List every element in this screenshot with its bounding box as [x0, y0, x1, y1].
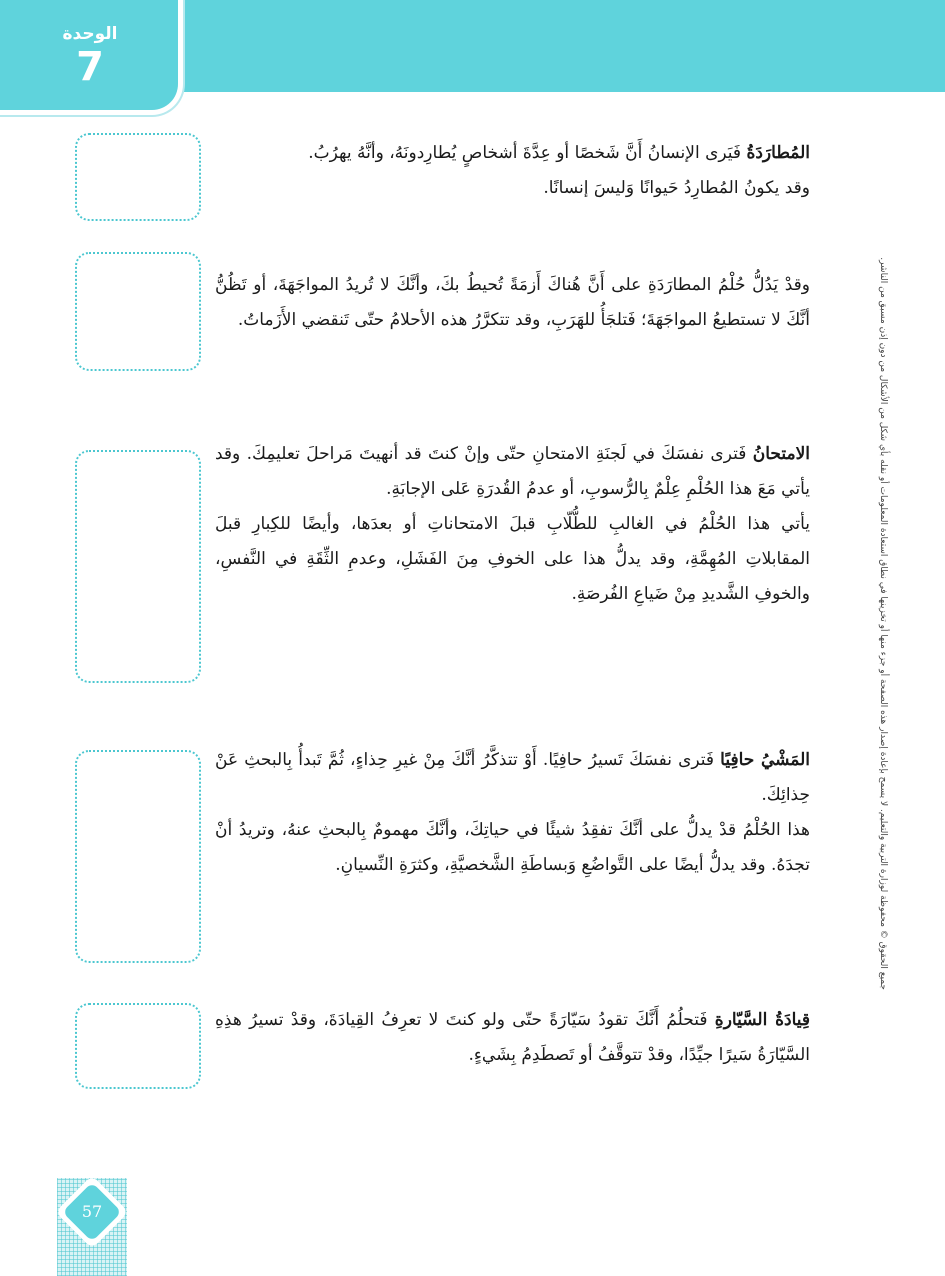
term-driving: قِيادَةُ السَّيّارةِ — [714, 1010, 811, 1030]
paragraph-exam-line-2: يأتي هذا الحُلْمُ في الغالبِ للطُّلّابِ قبلَ الامتحاناتِ أو بعدَها، وأيضًا للكِبارِ قبلَ المقابلاتِ المُهِمَّةِ، وقد يدلُّ هذا على الخوفِ مِنَ الفَشَلِ، وعدمِ الثِّقَةِ في النَّفسِ، والخوفِ الشَّديدِ مِنْ ضَياعِ الفُرصَةِ. — [215, 514, 810, 604]
paragraph-chase-line-2: وقد يكونُ المُطارِدُ حَيوانًا وَليسَ إنسانًا. — [543, 178, 810, 198]
paragraph-chase-meaning — [215, 268, 810, 338]
unit-number: 7 — [76, 44, 104, 90]
term-chase: المُطارَدَةُ — [746, 143, 810, 163]
page-number-badge — [57, 1178, 127, 1276]
paragraph-chase-meaning-text: وقدْ يَدُلُّ حُلْمُ المطارَدَةِ على أَنَّ هُناكَ أَزمَةً تُحيطُ بكَ، وأنَّكَ لا تُريدُ المواجَهَةَ، أو تَظُنُّ أنَّكَ لا تستطيعُ المواجَهَةَ؛ فَتلجَأُ للهَرَبِ، وقد تتكرَّرُ هذه الأحلامُ حتّى تَنقضي الأَزَماتُ. — [215, 275, 810, 330]
term-exam: الامتحانُ — [752, 444, 810, 464]
copyright-note: جميع الحقوق © محفوظة لوزارة التربية والتعليم. لا يسمح بإعادة إصدار هذه الصفحة أو جزء منها أو تخزينها في نطاق استعادة المعلومات أو نقله بأي شكل من الأشكال من دون إذن مسبق من الناشر. — [878, 257, 888, 990]
paragraph-exam — [215, 437, 810, 612]
unit-label: الوحدة — [62, 24, 118, 44]
note-box-5[interactable] — [75, 1003, 201, 1089]
paragraph-barefoot — [215, 743, 810, 883]
paragraph-barefoot-line-1: فَترى نفسَكَ تَسيرُ حافِيًا. أَوْ تتذكَّرُ أنَّكَ مِنْ غيرِ حِذاءٍ، ثُمَّ تَبدأُ بِالبحثِ عَنْ حِذائِكَ. — [215, 750, 810, 805]
unit-tab — [0, 0, 178, 110]
paragraph-exam-line-1: فَترى نفسَكَ في لَجنَةِ الامتحانِ حتّى وإنْ كنتَ قد أنهيتَ مَراحلَ تعليمِكَ. وقد يأتي مَعَ هذا الحُلْمِ عِلْمٌ بِالرُّسوبِ، أو عدمُ القُدرَةِ عَلى الإجابَةِ. — [215, 444, 810, 499]
paragraph-driving-line-1: فَتحلُمُ أَنَّكَ تقودُ سَيّارَةً حتّى ولو كنتَ لا تعرِفُ القِيادَةَ، وقدْ تسيرُ هذِهِ السَّيّارَةُ سَيرًا جيِّدًا، وقدْ تتوقَّفُ أو تَصطَدِمُ بِشَيءٍ. — [215, 1010, 810, 1065]
term-barefoot: المَشْيُ حافِيًا — [720, 750, 811, 770]
note-box-4[interactable] — [75, 750, 201, 963]
note-box-2[interactable] — [75, 252, 201, 371]
header-band — [178, 0, 945, 92]
note-box-1[interactable] — [75, 133, 201, 221]
paragraph-barefoot-line-2: هذا الحُلْمُ قدْ يدلُّ على أنَّكَ تفقِدُ شيئًا في حياتِكَ، وأنَّكَ مهمومٌ بِالبحثِ عنهُ، وتريدُ أنْ تجدَهُ. وقد يدلُّ أيضًا على التَّواضُعِ وَبساطَةِ الشَّخصيَّةِ، وكثرَةِ النِّسيانِ. — [215, 820, 810, 875]
paragraph-chase-line-1: فَيَرى الإنسانُ أَنَّ شَخصًا أو عِدَّةَ أشخاصٍ يُطارِدونَهُ، وأنَّهُ يهرُبُ. — [308, 143, 742, 163]
note-box-3[interactable] — [75, 450, 201, 683]
page-number: 57 — [81, 1202, 103, 1221]
paragraph-chase — [215, 136, 810, 206]
paragraph-driving — [215, 1003, 810, 1073]
